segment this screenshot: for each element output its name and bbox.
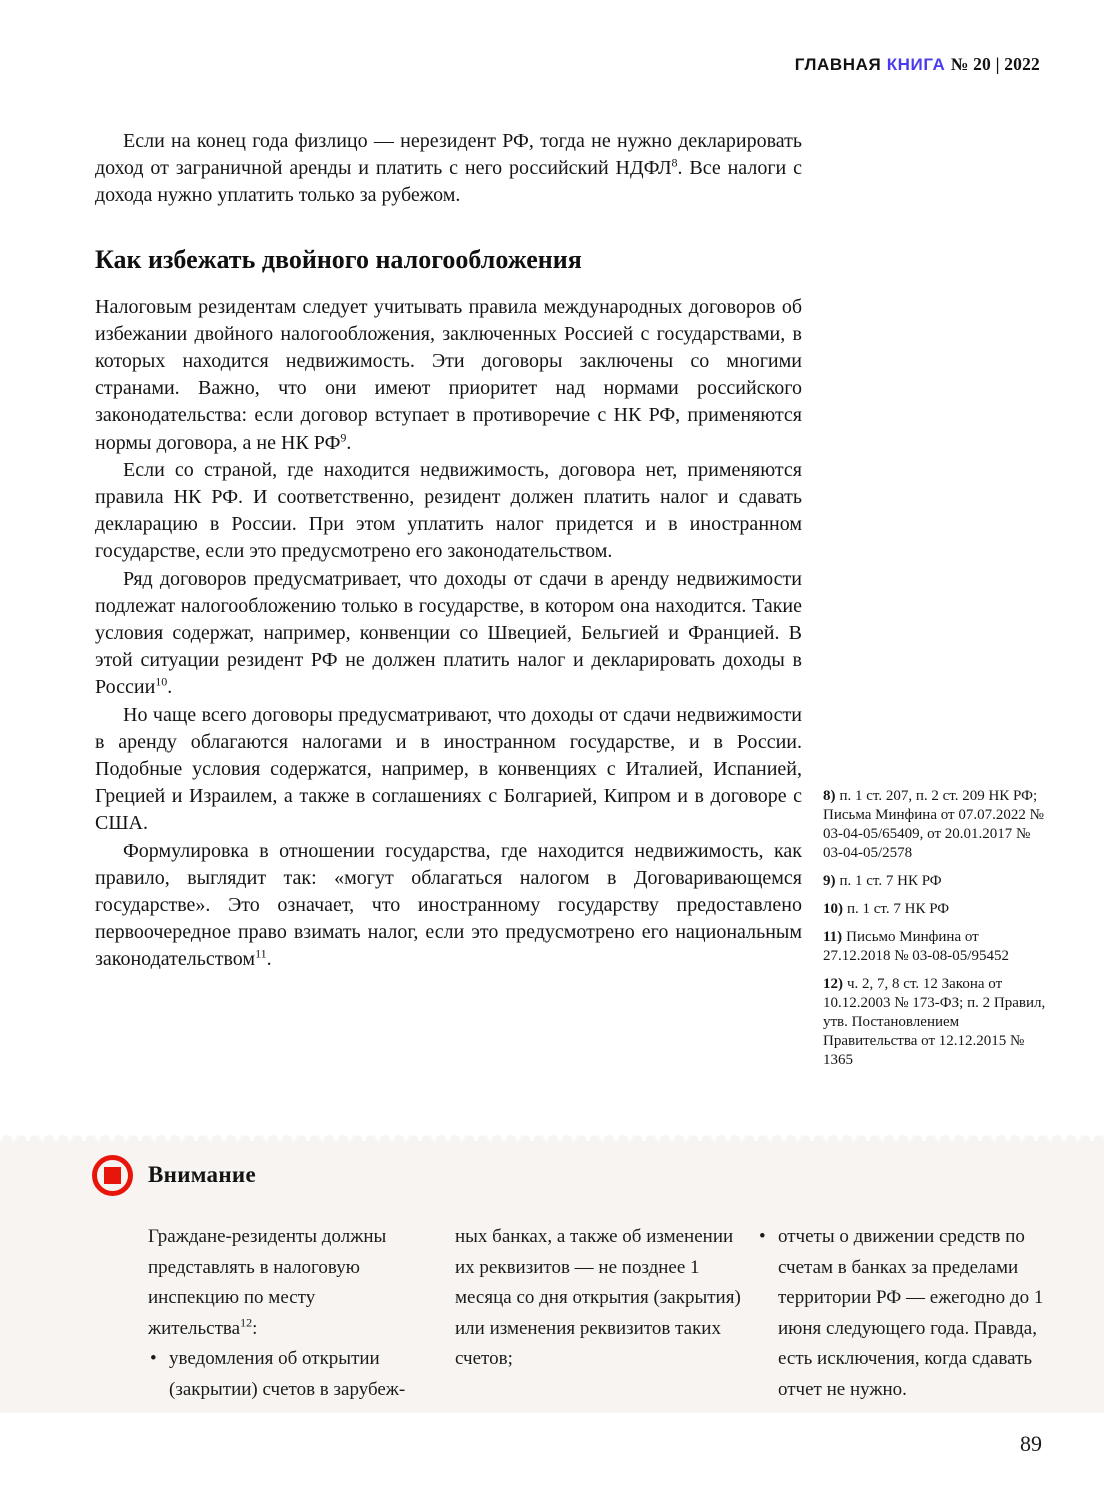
sidebar-footnotes <box>823 787 1047 1079</box>
footnote-item-8 <box>823 787 1047 863</box>
footnote-item-10 <box>823 900 1047 919</box>
footnote-ref-9: 9 <box>340 429 347 444</box>
paragraph-2-text-cont: . <box>346 431 352 454</box>
attention-stop-icon <box>92 1155 133 1196</box>
brand-accent: КНИГА <box>886 55 946 74</box>
footnote-item-9 <box>823 872 1047 891</box>
attention-column-2-text: ных банках, а также об изменении их реквизитов — не позднее 1 месяца со дня открытия (закрытия) или изменения реквизитов таких счетов; <box>455 1226 741 1369</box>
paragraph-6-text: Формулировка в отношении государства, где находится недвижимость, как правило, выглядит так: «могут облагаться налогом в Договаривающемся государстве». Это означает, что иностранному государству предоставлено первоочередное право взимать налог, если это предусмотрено его национальным законодательством <box>95 839 802 971</box>
attention-intro-text: Граждане-резиденты должны представлять в налоговую инспекцию по месту жительства <box>148 1226 387 1339</box>
footnote-text: п. 1 ст. 7 НК РФ <box>847 901 950 917</box>
paragraph-4-text: Ряд договоров предусматривает, что доходы от сдачи в аренду недвижимости подлежат налогообложению только в государстве, в котором она находится. Такие условия содержат, например, конвенции со Швецией, Бельгией и Францией. В этой ситуации резидент РФ не должен платить налог и декларировать доходы в России <box>95 567 802 699</box>
footnote-ref-12: 12 <box>240 1315 253 1330</box>
brand-main: ГЛАВНАЯ <box>794 55 882 74</box>
intro-paragraph <box>95 128 802 210</box>
page-header <box>795 54 1040 75</box>
paragraph-2 <box>95 294 802 457</box>
footnote-item-11 <box>823 928 1047 966</box>
paragraph-5: Но чаще всего договоры предусматривают, что доходы от сдачи недвижимости в аренду облагаются налогами и в иностранном государстве, и в России. Подобные условия содержатся, например, в конвенциях с Италией, Испанией, Грецией и Израилем, а также в соглашениях с Болгарией, Кипром и в договоре с США. <box>95 703 802 835</box>
attention-column-2 <box>455 1222 743 1375</box>
attention-intro-colon: : <box>252 1317 258 1339</box>
attention-column-1 <box>148 1222 428 1405</box>
footnote-text: п. 1 ст. 207, п. 2 ст. 209 НК РФ; Письма Минфина от 07.07.2022 № 03-04-05/65409, от 20.01.2017 № 03-04-05/2578 <box>823 788 1044 861</box>
footnote-label: 9) <box>823 873 836 889</box>
footnote-label: 11) <box>823 929 843 945</box>
footnote-label: 12) <box>823 976 843 992</box>
intro-text-cont: . Все налоги с дохода нужно уплатить только за рубежом. <box>95 157 803 207</box>
footnote-ref-10: 10 <box>155 674 168 689</box>
footnote-label: 10) <box>823 901 843 917</box>
attention-bullet-1-text: уведомления об открытии (закрытии) счетов в зарубеж- <box>169 1348 406 1400</box>
paragraph-4-text-cont: . <box>167 676 173 699</box>
issue-label: № 20 | 2022 <box>950 54 1040 74</box>
intro-text: Если на конец года физлицо — нерезидент РФ, тогда не нужно декларировать доход от заграничной аренды и платить с него российский НДФЛ <box>95 130 802 180</box>
bullet-icon: • <box>759 1226 766 1247</box>
page-number: 89 <box>1020 1431 1042 1456</box>
footnote-text: ч. 2, 7, 8 ст. 12 Закона от 10.12.2003 № 173-ФЗ; п. 2 Правил, утв. Постановлением Правительства от 12.12.2015 № 1365 <box>823 976 1046 1068</box>
attention-stop-icon-square <box>104 1167 121 1184</box>
footnote-text: Письмо Минфина от 27.12.2018 № 03-08-05/95452 <box>823 929 1009 964</box>
attention-intro <box>148 1222 428 1344</box>
footnote-item-12 <box>823 975 1047 1070</box>
paragraph-2-text: Налоговым резидентам следует учитывать правила международных договоров об избежании двойного налогообложения, заключенных Россией с государствами, в которых находится недвижимость. Эти договоры заключены со многими странами. Важно, что они имеют приоритет над нормами российского законодательства: если договор вступает в противоречие с НК РФ, применяются нормы договора, а не НК РФ <box>95 295 802 454</box>
attention-bullet-2 <box>757 1222 1049 1405</box>
paragraph-3: Если со страной, где находится недвижимость, договора нет, применяются правила НК РФ. И соответственно, резидент должен платить налог и сдавать декларацию в России. При этом уплатить налог придется и в иностранном государстве, если это предусмотрено его законодательством. <box>95 458 802 563</box>
paragraph-6 <box>95 838 802 974</box>
section-heading: Как избежать двойного налогообложения <box>95 244 582 274</box>
attention-bullet-2-text: отчеты о движении средств по счетам в банках за пределами территории РФ — ежегодно до 1 июня следующего года. Правда, есть исключения, когда сдавать отчет не нужно. <box>778 1226 1044 1400</box>
footnote-ref-11: 11 <box>255 946 267 961</box>
attention-box <box>0 1141 1104 1413</box>
paragraph-4 <box>95 566 802 702</box>
attention-column-3 <box>757 1222 1049 1405</box>
bullet-icon: • <box>150 1348 157 1369</box>
footnote-label: 8) <box>823 788 836 804</box>
footnote-ref-8: 8 <box>671 155 678 170</box>
article <box>95 128 802 974</box>
attention-bullet-1 <box>148 1344 428 1405</box>
torn-paper-edge <box>0 1135 1104 1141</box>
footnote-text: п. 1 ст. 7 НК РФ <box>839 873 942 889</box>
paragraph-6-text-cont: . <box>266 948 272 971</box>
attention-title: Внимание <box>148 1162 256 1187</box>
